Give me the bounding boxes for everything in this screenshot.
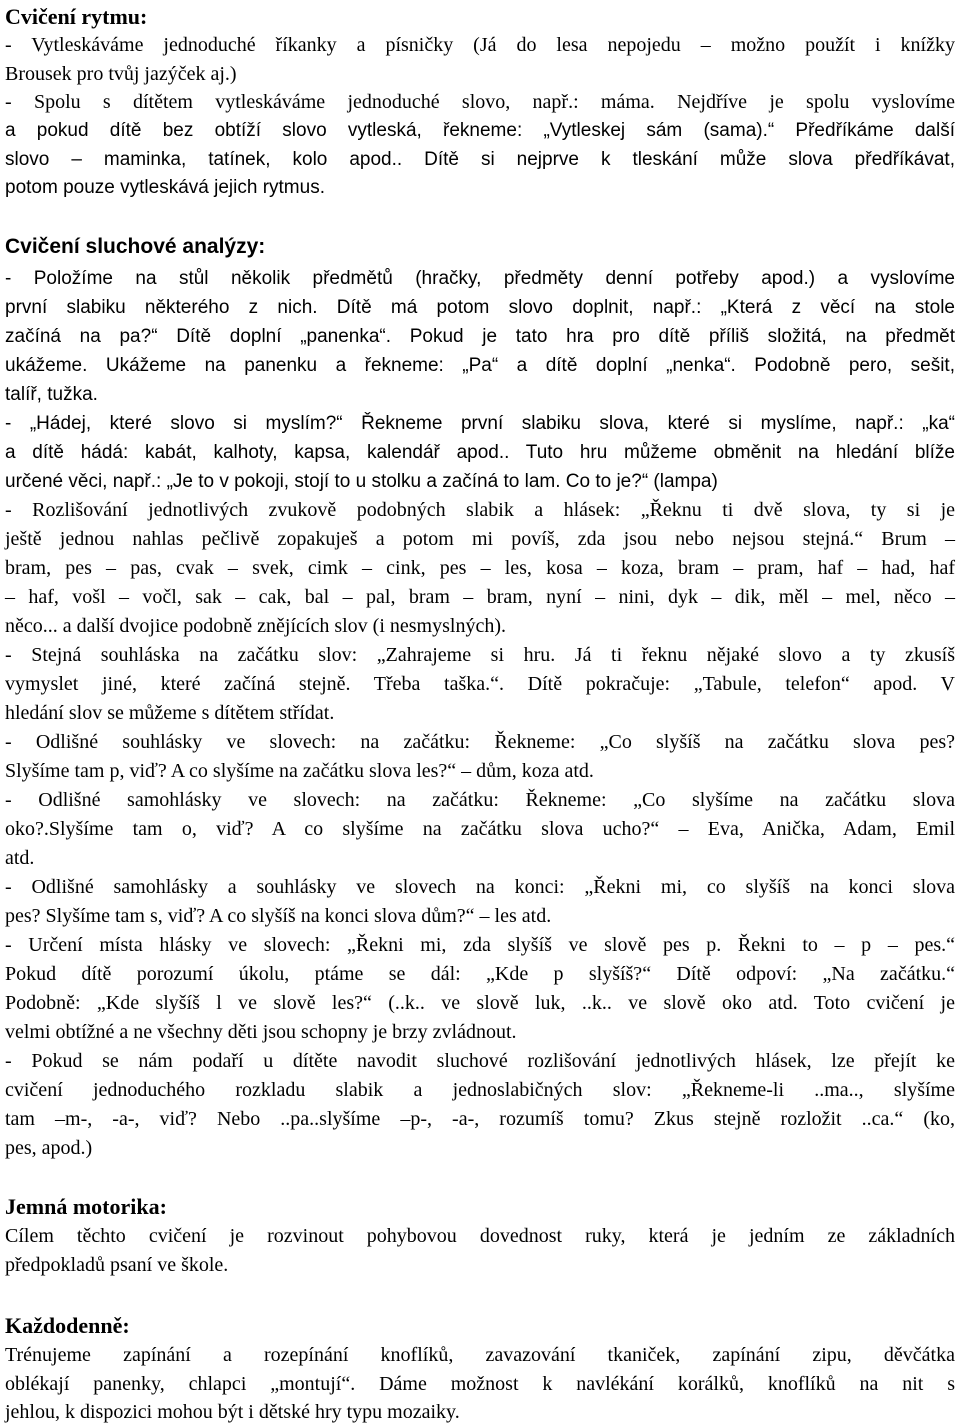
paragraph-line: - Odlišné souhlásky ve slovech: na začátku: Řekneme: „Co slyšíš na začátku slova pes?	[5, 731, 955, 753]
paragraph-line: tam –m-, -a-, viď? Nebo ..pa..slyšíme –p-, -a-, rozumíš tomu? Zkus stejně rozložit ..ca.“ (ko,	[5, 1108, 955, 1130]
paragraph-line: první slabiku některého z nich. Dítě má potom slovo doplnit, např.: „Která z věcí na stole	[5, 297, 955, 318]
section-heading: Jemná motorika:	[5, 1194, 167, 1219]
paragraph-line: Pokud dítě porozumí úkolu, ptáme se dál: „Kde p slyšíš?“ Dítě odpoví: „Na začátku.“	[5, 963, 955, 985]
paragraph-line: a pokud dítě bez obtíží slovo vytleská, řekneme: „Vytleskej sám (sama).“ Předříkáme další	[5, 120, 955, 141]
paragraph-line: Brousek pro tvůj jazýček aj.)	[5, 63, 237, 85]
paragraph-line: Slyšíme tam p, viď? A co slyšíme na začátku slova les?“ – dům, koza atd.	[5, 760, 594, 782]
paragraph-line: pes? Slyšíme tam s, viď? A co slyšíš na konci slova dům?“ – les atd.	[5, 905, 552, 927]
paragraph-line: něco... a další dvojice podobně znějících slov (i nesmyslných).	[5, 615, 506, 637]
section-heading: Každodenně:	[5, 1313, 130, 1338]
paragraph-line: Podobně: „Kde slyšíš l ve slově les?“ (..k.. ve slově luk, ..k.. ve slově oko atd. Toto cvičení je	[5, 992, 955, 1014]
paragraph-line: - Stejná souhláska na začátku slov: „Zahrajeme si hru. Já ti řeknu nějaké slovo a ty zkusíš	[5, 644, 955, 666]
paragraph-line: - Položíme na stůl několik předmětů (hračky, předměty denní potřeby apod.) a vyslovíme	[5, 268, 955, 289]
paragraph-line: - Spolu s dítětem vytleskáváme jednoduché slovo, např.: máma. Nejdříve je spolu vyslovíme	[5, 91, 955, 113]
paragraph-line: – haf, vošl – vočl, sak – cak, bal – pal, bram – bram, nyní – nini, dyk – dik, měl – mel, něco –	[5, 586, 955, 608]
paragraph-line: oblékají panenky, chlapci „montují“. Dáme možnost k navlékání korálků, knoflíků na nit s	[5, 1373, 955, 1395]
paragraph-line: vymyslet jiné, které začíná stejně. Třeba taška.“. Dítě pokračuje: „Tabule, telefon“ apod. V	[5, 673, 955, 695]
paragraph-line: Cílem těchto cvičení je rozvinout pohybovou dovednost ruky, která je jedním ze základních	[5, 1225, 955, 1247]
paragraph-line: - Vytleskáváme jednoduché říkanky a písničky (Já do lesa nepojedu – možno použít i knížky	[5, 34, 955, 56]
paragraph-line: cvičení jednoduchého rozkladu slabik a jednoslabičných slov: „Řekneme-li ..ma.., slyšíme	[5, 1079, 955, 1101]
paragraph-line: atd.	[5, 847, 35, 869]
paragraph-line: - Odlišné samohlásky a souhlásky ve slovech na konci: „Řekni mi, co slyšíš na konci slova	[5, 876, 955, 898]
paragraph-line: - Určení místa hlásky ve slovech: „Řekni mi, zda slyšíš ve slově pes p. Řekni to – p – pes.“	[5, 934, 955, 956]
paragraph-line: - Rozlišování jednotlivých zvukově podobných slabik a hlásek: „Řeknu ti dvě slova, ty si je	[5, 499, 955, 521]
paragraph-line: určené věci, např.: „Je to v pokoji, stojí to u stolku a začíná to lam. Co to je?“ (lampa)	[5, 471, 718, 492]
paragraph-line: oko?.Slyšíme tam o, viď? A co slyšíme na začátku slova ucho?“ – Eva, Anička, Adam, Emil	[5, 818, 955, 840]
paragraph-line: slovo – maminka, tatínek, kolo apod.. Dítě si nejprve k tleskání může slova předříkávat,	[5, 149, 955, 170]
paragraph-line: ještě jednou nahlas pečlivě zopakuješ a potom mi povíš, zda jsou nebo nejsou stejná.“ Brum –	[5, 528, 955, 550]
paragraph-line: pes, apod.)	[5, 1137, 93, 1159]
paragraph-line: bram, pes – pas, cvak – svek, cimk – cink, pes – les, kosa – koza, bram – pram, haf – had, haf	[5, 557, 955, 579]
paragraph-line: Trénujeme zapínání a rozepínání knoflíků, zavazování tkaniček, zapínání zipu, děvčátka	[5, 1344, 955, 1366]
paragraph-line: jehlou, k dispozici mohou být i dětské hry typu mozaiky.	[5, 1401, 460, 1423]
paragraph-line: a dítě hádá: kabát, kalhoty, kapsa, kalendář apod.. Tuto hru můžeme obměnit na hledání blíže	[5, 442, 955, 463]
paragraph-line: začíná na pa?“ Dítě doplní „panenka“. Pokud je tato hra pro dítě příliš složitá, na předmět	[5, 326, 955, 347]
paragraph-line: - „Hádej, které slovo si myslím?“ Řekneme první slabiku slova, které si myslíme, např.: „ka“	[5, 413, 955, 434]
paragraph-line: - Pokud se nám podaří u dítěte navodit sluchové rozlišování jednotlivých hlásek, lze přejít ke	[5, 1050, 955, 1072]
paragraph-line: - Odlišné samohlásky ve slovech: na začátku: Řekneme: „Co slyšíme na začátku slova	[5, 789, 955, 811]
paragraph-line: velmi obtížné a ne všechny děti jsou schopny je brzy zvládnout.	[5, 1021, 517, 1043]
paragraph-line: hledání slov se můžeme s dítětem střídat.	[5, 702, 335, 724]
section-heading: Cvičení rytmu:	[5, 4, 148, 29]
section-heading: Cvičení sluchové analýzy:	[5, 235, 266, 258]
paragraph-line: předpokladů psaní ve škole.	[5, 1254, 229, 1276]
paragraph-line: potom pouze vytleskává jejich rytmus.	[5, 177, 325, 198]
paragraph-line: talíř, tužka.	[5, 384, 98, 405]
paragraph-line: ukážeme. Ukážeme na panenku a řekneme: „Pa“ a dítě doplní „nenka“. Podobně pero, sešit,	[5, 355, 955, 376]
